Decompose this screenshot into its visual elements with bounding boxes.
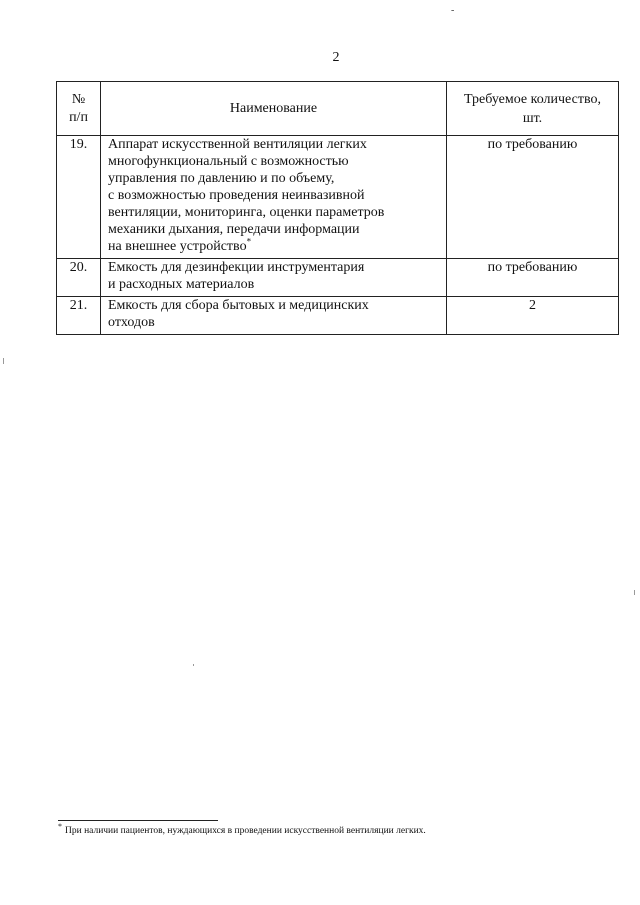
row-number: 20. <box>57 259 101 297</box>
equipment-table <box>56 81 619 335</box>
page-number: 2 <box>332 50 340 65</box>
row-name <box>101 136 447 259</box>
footnote-reference: * <box>246 236 252 247</box>
scan-speck <box>3 358 4 364</box>
header-number: № п/п <box>57 82 101 136</box>
scan-mark: - <box>451 5 455 16</box>
table-header-row <box>57 82 619 136</box>
footnote <box>58 821 426 836</box>
header-quantity: Требуемое количество, шт. <box>447 82 619 136</box>
scan-speck <box>634 590 635 595</box>
row-number: 19. <box>57 136 101 259</box>
row-name: Емкость для сбора бытовых и медицинских отходов <box>101 297 447 335</box>
footnote-text: При наличии пациентов, нуждающихся в проведении искусственной вентиляции легких. <box>65 826 426 836</box>
row-number: 21. <box>57 297 101 335</box>
footnote-separator <box>58 820 218 821</box>
equipment-table-container <box>56 81 618 335</box>
table-row <box>57 259 619 297</box>
row-name: Емкость для дезинфекции инструментария и расходных материалов <box>101 259 447 297</box>
row-quantity: по требованию <box>447 136 619 259</box>
row-quantity: по требованию <box>447 259 619 297</box>
row-quantity: 2 <box>447 297 619 335</box>
header-name: Наименование <box>101 82 447 136</box>
table-row <box>57 136 619 259</box>
row-name-text: Аппарат искусственной вентиляции легких многофункциональный с возможностью управления по давлению и по объему, с возможностью проведения неинвазивной вентиляции, мониторинга, оценки параметров механики дыхания, передачи информации на внешнее устройство <box>108 137 385 254</box>
table-row <box>57 297 619 335</box>
scan-speck <box>193 664 194 666</box>
footnote-mark: * <box>58 821 62 831</box>
